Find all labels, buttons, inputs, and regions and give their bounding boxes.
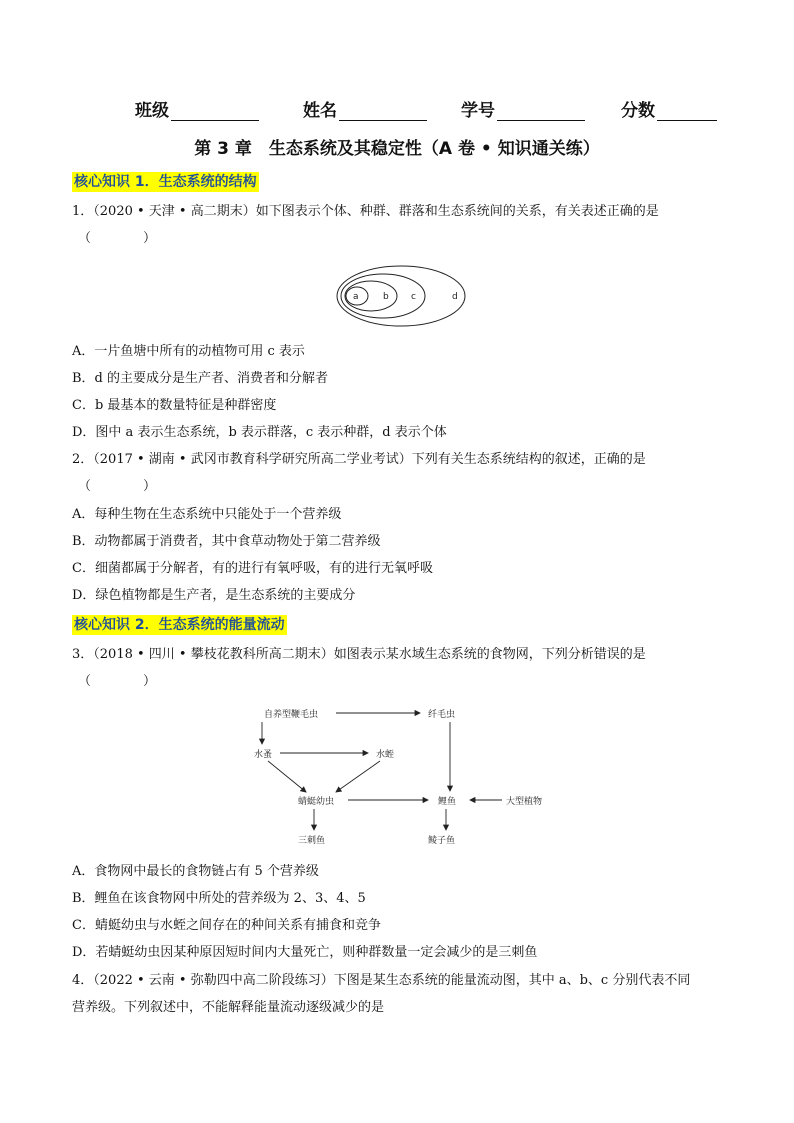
section-heading-2: 核心知识 2．生态系统的能量流动 xyxy=(74,617,285,633)
score-blank[interactable] xyxy=(657,102,717,121)
question-3-stem: 3．（2018 • 四川 • 攀枝花教科所高二期末）如图表示某水域生态系统的食物网，下列分析错误的是 xyxy=(72,647,646,662)
arrow-waterflea-to-larva xyxy=(268,761,306,792)
section-heading-1: 核心知识 1．生态系统的结构 xyxy=(74,174,257,190)
node-water-flea: 水蚤 xyxy=(254,750,273,760)
question-2-option-a[interactable]: A．每种生物在生态系统中只能处于一个营养级 xyxy=(72,507,342,522)
node-leech: 水蛭 xyxy=(376,750,395,760)
label-c: c xyxy=(411,292,416,302)
label-a: a xyxy=(353,292,359,302)
arrow-leech-to-larva xyxy=(336,761,380,792)
question-1-option-b[interactable]: B．d 的主要成分是生产者、消费者和分解者 xyxy=(72,371,329,386)
question-4-stem-line-1: 4．（2022 • 云南 • 弥勒四中高二阶段练习）下图是某生态系统的能量流动图，其中 a、b、c 分别代表不同 xyxy=(72,973,691,988)
id-blank[interactable] xyxy=(497,102,585,121)
label-d: d xyxy=(452,292,458,302)
question-4-stem-line-2: 营养级。下列叙述中，不能解释能量流动逐级减少的是 xyxy=(72,1000,385,1015)
node-stickleback: 三刺鱼 xyxy=(298,836,326,846)
node-dragonfly-larva: 蜻蜓幼虫 xyxy=(298,797,335,807)
question-2-stem: 2．（2017 • 湖南 • 武冈市教育科学研究所高二学业考试）下列有关生态系统结构的叙述，正确的是 xyxy=(72,452,646,467)
student-info-row xyxy=(135,96,735,124)
score-field[interactable] xyxy=(621,96,717,121)
class-field[interactable] xyxy=(135,96,259,121)
question-1-option-d[interactable]: D．图中 a 表示生态系统，b 表示群落，c 表示种群，d 表示个体 xyxy=(72,425,447,440)
question-2-option-d[interactable]: D．绿色植物都是生产者，是生态系统的主要成分 xyxy=(72,588,356,603)
question-1-stem: 1．（2020 • 天津 • 高二期末）如下图表示个体、种群、群落和生态系统间的关系，有关表述正确的是 xyxy=(72,204,659,219)
nested-circles-figure xyxy=(335,262,470,330)
question-3-option-b[interactable]: B．鲤鱼在该食物网中所处的营养级为 2、3、4、5 xyxy=(72,891,366,906)
node-mandarin-fish: 鲮子鱼 xyxy=(428,836,456,846)
page-title: 第 3 章 生态系统及其稳定性（A 卷 • 知识通关练） xyxy=(194,139,600,159)
name-blank[interactable] xyxy=(339,102,427,121)
name-field[interactable] xyxy=(303,96,427,121)
question-1-option-c[interactable]: C．b 最基本的数量特征是种群密度 xyxy=(72,398,277,413)
name-label: 姓名 xyxy=(303,101,337,121)
node-autotrophic-flagellate: 自养型鞭毛虫 xyxy=(264,710,319,720)
question-3-option-a[interactable]: A．食物网中最长的食物链占有 5 个营养级 xyxy=(72,864,319,879)
question-2-option-c[interactable]: C．细菌都属于分解者，有的进行有氧呼吸，有的进行无氧呼吸 xyxy=(72,561,433,576)
node-large-plant: 大型植物 xyxy=(506,797,543,807)
label-b: b xyxy=(383,292,389,302)
class-blank[interactable] xyxy=(171,102,259,121)
food-web-diagram xyxy=(240,700,560,850)
question-2-option-b[interactable]: B．动物都属于消费者，其中食草动物处于第二营养级 xyxy=(72,534,381,549)
id-label: 学号 xyxy=(461,101,495,121)
class-label: 班级 xyxy=(135,101,169,121)
node-carp: 鲤鱼 xyxy=(438,797,457,807)
question-2-answer-blank[interactable]: （ ） xyxy=(78,479,157,494)
question-3-option-d[interactable]: D．若蜻蜓幼虫因某种原因短时间内大量死亡，则种群数量一定会减少的是三刺鱼 xyxy=(72,945,538,960)
score-label: 分数 xyxy=(621,101,655,121)
question-1-answer-blank[interactable]: （ ） xyxy=(78,231,157,246)
question-3-option-c[interactable]: C．蜻蜓幼虫与水蛭之间存在的种间关系有捕食和竞争 xyxy=(72,918,381,933)
id-field[interactable] xyxy=(461,96,585,121)
question-1-option-a[interactable]: A．一片鱼塘中所有的动植物可用 c 表示 xyxy=(72,344,305,359)
node-ciliate: 纤毛虫 xyxy=(428,710,456,720)
question-3-answer-blank[interactable]: （ ） xyxy=(78,674,157,689)
